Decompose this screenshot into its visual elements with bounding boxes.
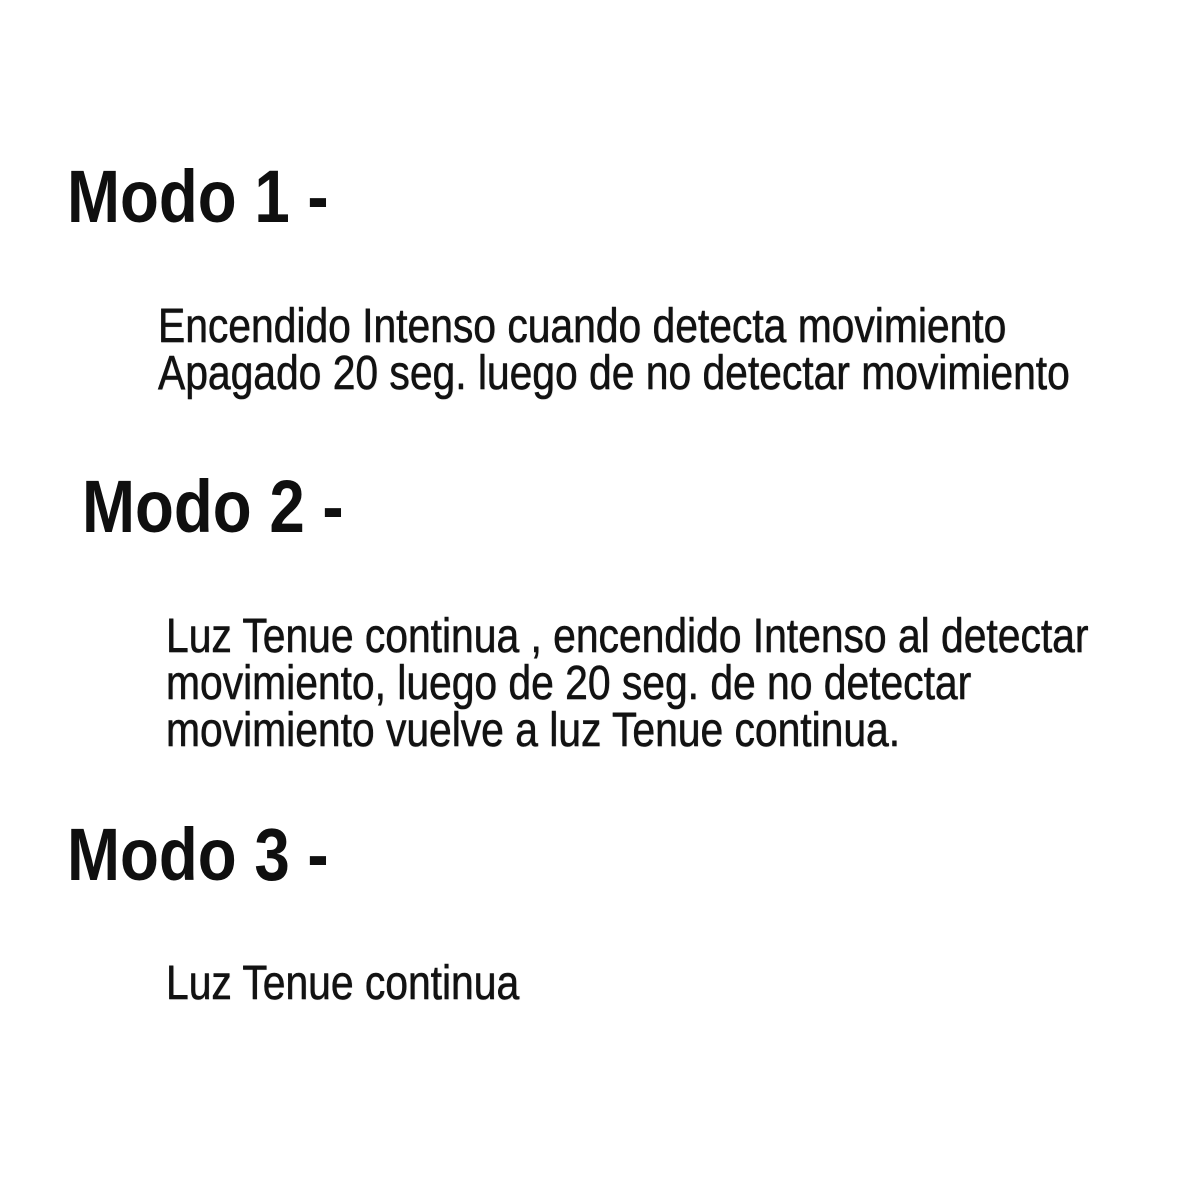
mode-2-description-line-2: movimiento, luego de 20 seg. de no detectar: [166, 657, 972, 710]
mode-1-heading: Modo 1 -: [67, 155, 329, 238]
mode-1-description-line-1: Encendido Intenso cuando detecta movimiento: [158, 300, 1007, 353]
mode-3-heading: Modo 3 -: [67, 813, 329, 896]
mode-2-heading: Modo 2 -: [82, 465, 344, 548]
mode-1-description-line-2: Apagado 20 seg. luego de no detectar movimiento: [158, 347, 1070, 400]
mode-2-description: [166, 610, 1089, 757]
mode-2-description-line-1: Luz Tenue continua , encendido Intenso al detectar: [166, 610, 1089, 663]
mode-2-description-line-3: movimiento vuelve a luz Tenue continua.: [166, 704, 901, 757]
mode-3-description-line-1: Luz Tenue continua: [166, 957, 520, 1010]
mode-1-description: [158, 300, 1070, 400]
mode-3-description: [166, 957, 520, 1010]
